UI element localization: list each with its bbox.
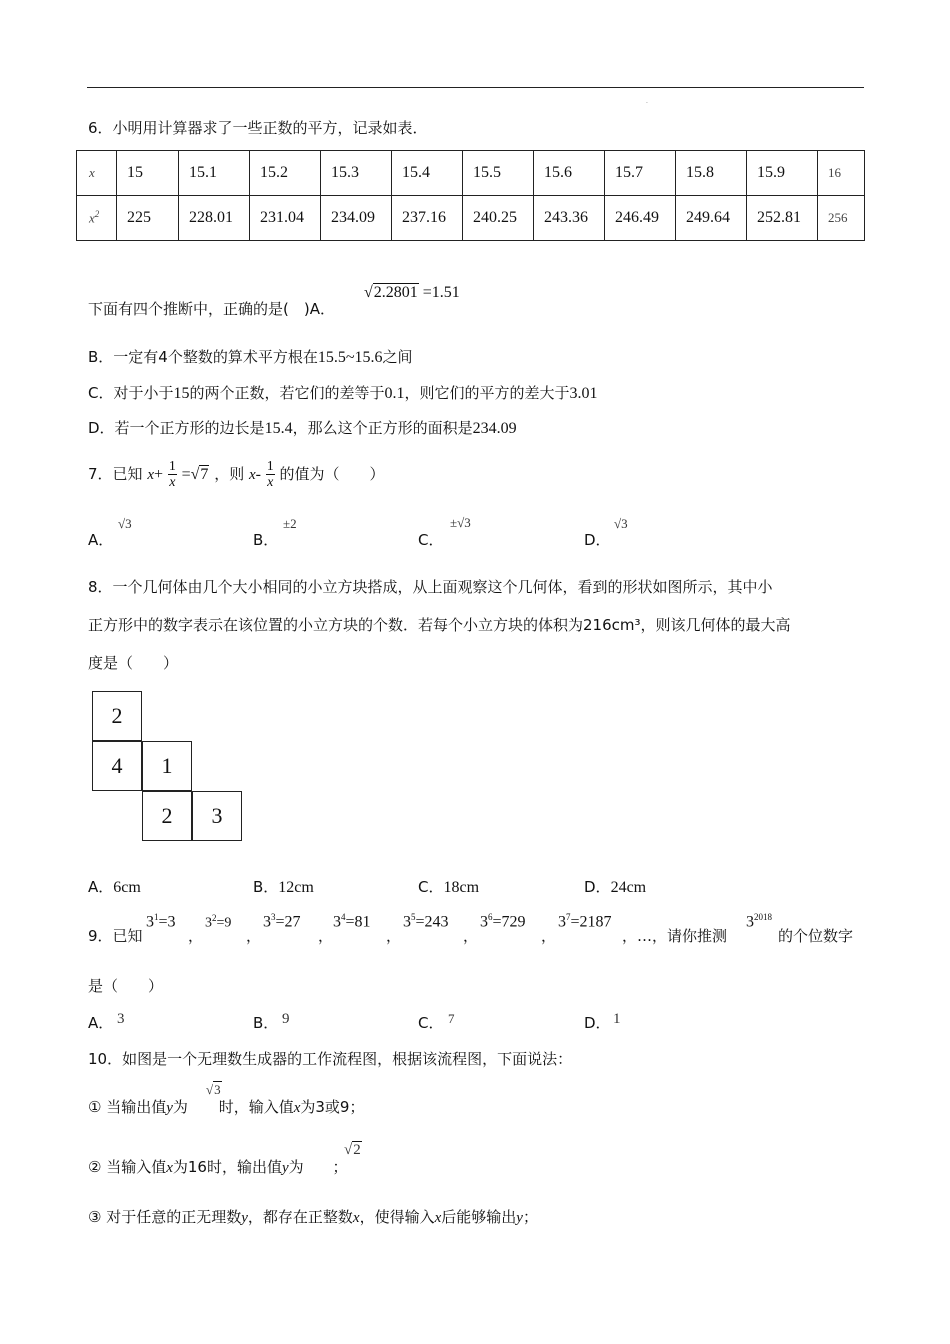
q8-option-c: C．18cm	[418, 878, 480, 896]
q9-sep: ，	[386, 927, 402, 945]
x-cell: 15.9	[747, 151, 818, 196]
q7-option-d-value: √3	[614, 516, 628, 531]
q10-statement-1: ① 当输出值y为 时，输入值x为3或9；	[88, 1098, 365, 1116]
table-row-x2	[77, 196, 865, 241]
x-cell: 15	[117, 151, 179, 196]
row-x2-label: $x^2$	[77, 196, 117, 241]
x2-cell: 246.49	[605, 196, 676, 241]
table-row-x	[77, 151, 865, 196]
x2-cell: 256	[818, 196, 865, 241]
q9-option-c-value: 7	[448, 1011, 455, 1026]
x-cell: 16	[818, 151, 865, 196]
q9-sep: ，	[463, 927, 479, 945]
q6-option-c: C．对于小于15的两个正数，若它们的差等于0.1，则它们的平方的差大于3.01	[88, 384, 598, 402]
x-cell: 15.6	[534, 151, 605, 196]
q9-sep: ，	[188, 927, 204, 945]
q9-power-7: $3^7=2187$	[558, 912, 612, 931]
x2-cell: 225	[117, 196, 179, 241]
q9-option-c-label: C．	[418, 1014, 444, 1032]
q8-line1: 8．一个几何体由几个大小相同的小立方块搭成，从上面观察这个几何体，看到的形状如图所示，其中小	[88, 578, 773, 596]
q9-post: 的个位数字	[778, 927, 854, 945]
q9-mid: ，…，请你推测	[622, 927, 728, 945]
q7-option-c-label: C．	[418, 531, 444, 549]
q10-s2-sqrt: √2	[344, 1142, 361, 1158]
q9-line2: 是（ ）	[88, 977, 164, 995]
q10-s1-sqrt: √3	[206, 1082, 221, 1097]
x-cell: 15.8	[676, 151, 747, 196]
q7-option-a-value: √3	[118, 516, 132, 531]
q7-option-b-value: ±2	[283, 516, 297, 531]
q9-target-power: $3^{2018}$	[746, 912, 772, 931]
q10-stem: 10．如图是一个无理数生成器的工作流程图，根据该流程图，下面说法：	[88, 1050, 573, 1068]
q10-statement-3: ③ 对于任意的正无理数y，都存在正整数x，使得输入x后能够输出y；	[88, 1208, 538, 1226]
q6-stem: 6．小明用计算器求了一些正数的平方，记录如表．	[88, 119, 428, 137]
q9-power-6: $3^6=729$	[480, 912, 526, 931]
x-cell: 15.1	[179, 151, 250, 196]
q9-option-a-label: A．	[88, 1014, 114, 1032]
q9-power-1: $3^1=3$	[146, 912, 176, 931]
q10-statement-2: ② 当输入值x为16时，输出值y为 ；	[88, 1158, 348, 1176]
q6-square-table	[76, 150, 865, 241]
q9-option-a-value: 3	[117, 1011, 125, 1027]
q7-stem: 7．已知 x+ $\frac{1}{x}$ =√7 ，则 x- $\frac{1}{x}$ 的值为（ ）	[88, 459, 385, 490]
q6-option-d: D．若一个正方形的边长是15.4，那么这个正方形的面积是234.09	[88, 419, 517, 437]
q9-power-3: $3^3=27$	[263, 912, 301, 931]
q9-option-b-label: B．	[253, 1014, 279, 1032]
grid-cell: 1	[142, 741, 192, 791]
grid-cell: 2	[92, 691, 142, 741]
q9-sep: ，	[541, 927, 557, 945]
q9-sep: ，	[246, 927, 262, 945]
x2-cell: 228.01	[179, 196, 250, 241]
q9-sep: ，	[318, 927, 334, 945]
grid-cell: 4	[92, 741, 142, 791]
q9-power-2: $3^2=9$	[205, 913, 232, 931]
q6-prompt: 下面有四个推断中，正确的是( )A．	[88, 300, 335, 318]
q6-option-a-math: √2.2801 =1.51	[364, 284, 460, 301]
q8-option-b: B．12cm	[253, 878, 314, 896]
q7-option-d-label: D．	[584, 531, 611, 549]
header-dot: .	[646, 98, 648, 105]
x2-cell: 249.64	[676, 196, 747, 241]
q8-option-d: D．24cm	[584, 878, 647, 896]
grid-cell: 3	[192, 791, 242, 841]
q9-power-5: $3^5=243$	[403, 912, 449, 931]
q6-option-b: B．一定有4个整数的算术平方根在15.5~15.6之间	[88, 348, 413, 366]
x2-cell: 252.81	[747, 196, 818, 241]
x2-cell: 240.25	[463, 196, 534, 241]
x2-cell: 243.36	[534, 196, 605, 241]
row-x-label: x	[77, 151, 117, 196]
x-cell: 15.2	[250, 151, 321, 196]
x-cell: 15.3	[321, 151, 392, 196]
q8-option-a: A．6cm	[88, 878, 141, 896]
grid-cell: 2	[142, 791, 192, 841]
q8-line3: 度是（ ）	[88, 654, 179, 672]
q8-line2: 正方形中的数字表示在该位置的小立方块的个数．若每个小立方块的体积为216cm³，则该几何体的最大高	[88, 616, 791, 634]
q9-option-d-label: D．	[584, 1014, 611, 1032]
q7-option-a-label: A．	[88, 531, 114, 549]
header-rule	[87, 87, 864, 88]
x-cell: 15.5	[463, 151, 534, 196]
q9-pre: 9．已知	[88, 927, 143, 945]
q9-option-b-value: 9	[282, 1011, 290, 1027]
q9-option-d-value: 1	[613, 1011, 621, 1027]
q9-power-4: $3^4=81$	[333, 912, 371, 931]
x-cell: 15.7	[605, 151, 676, 196]
x2-cell: 237.16	[392, 196, 463, 241]
x2-cell: 231.04	[250, 196, 321, 241]
q7-option-b-label: B．	[253, 531, 279, 549]
x2-cell: 234.09	[321, 196, 392, 241]
q7-option-c-value: ±√3	[450, 515, 471, 530]
x-cell: 15.4	[392, 151, 463, 196]
